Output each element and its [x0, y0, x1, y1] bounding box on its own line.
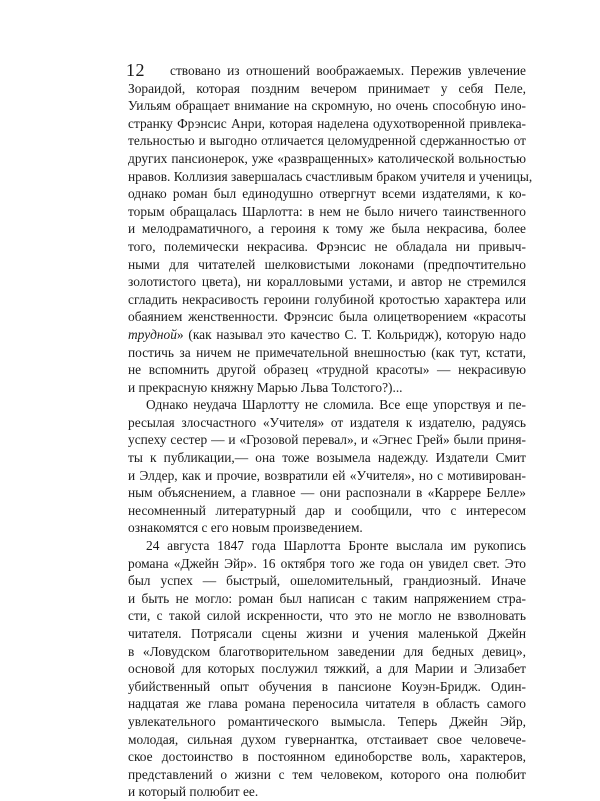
text-line: и мелодраматичного, а героиня к тому же была некрасива, более — [128, 221, 526, 237]
text-line: тельностью и выгодно отличается целомудренной сдержанностью от — [128, 133, 526, 149]
text-line: трудной» (как называл это качество С. Т. Кольридж), которую надо — [128, 326, 526, 342]
text-line: однако роман был единодушно отвергнут всеми издателями, к ко- — [128, 186, 526, 202]
text-line: Зораидой, которая поздним вечером принимает у себя Пеле, — [128, 80, 526, 96]
text-line: убийственный опыт обучения в пансионе Коуэн-Бридж. Один- — [128, 678, 526, 694]
text-line: и быть не могло: роман был написан с таким напряжением стра- — [128, 590, 526, 606]
text-line: ствовано из отношений воображаемых. Пережив увлечение — [170, 63, 526, 78]
text-line: надцатая же глава романа переносила читателя в область самого — [128, 696, 526, 712]
text-line: несомненный литературный дар и сообщили, что с интересом — [128, 502, 526, 518]
text-line: молодая, сильная духом гувернантка, отстаивает свое человече- — [128, 731, 526, 747]
text-line: ты к публикации,— она тоже возымела надежду. Издатели Смит — [128, 450, 526, 466]
body-text — [128, 62, 533, 801]
text-line: того, полемически некрасива. Фрэнсис не обладала ни привыч- — [128, 238, 526, 254]
text-line: ознакомятся с его новым произведением. — [128, 520, 363, 536]
text-line: странку Фрэнсис Анри, которая наделена одухотворенной привлека- — [128, 115, 526, 131]
text-line: был успех — быстрый, ошеломительный, грандиозный. Иначе — [128, 573, 526, 589]
text-line: и прекрасную княжну Марью Льва Толстого?)... — [128, 379, 403, 395]
text-line: постичь за ничем не примечательной внешностью (как тут, кстати, — [128, 344, 526, 360]
text-line: торым обращалась Шарлотта: в нем не было ничего таинственного — [128, 203, 526, 219]
text-line: увлекательного романтического вымысла. Теперь Джейн Эйр, — [128, 713, 526, 729]
text-line: успеху сестер — и «Грозовой перевал», и «Эгнес Грей» были приня- — [128, 432, 526, 448]
text-line: обаянием женственности. Фрэнсис была олицетворением «красоты — [128, 309, 526, 325]
page-number: 12 — [126, 60, 145, 80]
text-line: ресылая злосчастного «Учителя» от издателя к издателю, радуясь — [128, 414, 526, 430]
text-line: ными для читателей шелковистыми локонами (предпочтительно — [128, 256, 526, 272]
italic-word: трудной — [128, 326, 177, 342]
text-line: Однако неудача Шарлотту не сломила. Все еще упорствуя и пе- — [146, 397, 526, 413]
paragraph — [128, 62, 533, 396]
text-line: ным объяснением, а главное — они распознали в «Каррере Белле» — [128, 485, 526, 501]
text-line: не вспомнить другой образец «трудной красоты» — некрасивую — [128, 362, 526, 378]
text-line: романа «Джейн Эйр». 16 октября того же года он увидел свет. Это — [128, 555, 526, 571]
text-line: и который полюбит ее. — [128, 784, 259, 800]
text-line: представлений о жизни с тем человеком, которого она полюбит — [128, 766, 526, 782]
text-line: и Элдер, как и прочие, возвратили ей «Учителя», но с мотивирован- — [128, 467, 526, 483]
text-line: сти, с такой силой искренности, что это не могло не взволновать — [128, 608, 526, 624]
paragraph — [128, 396, 526, 537]
text-line: сгладить некрасивость героини голубиной кротостью характера или — [128, 291, 526, 307]
text-line: 24 августа 1847 года Шарлотта Бронте выслала им рукопись — [146, 538, 526, 554]
text-line: ское достоинство в постоянном единоборстве воль, характеров, — [128, 749, 526, 765]
paragraph — [128, 537, 526, 801]
text-line: нравов. Коллизия завершалась счастливым браком учителя и ученицы, — [128, 168, 533, 184]
text-line: других пансионерок, уже «развращенных» католической вольностью — [128, 150, 526, 166]
text-line: Уильям обращает внимание на скромную, но очень способную ино- — [128, 98, 526, 114]
text-line: читателя. Потрясали сцены жизни и учения маленькой Джейн — [128, 626, 526, 641]
text-line: основой для которых послужил тяжкий, а для Марии и Элизабет — [128, 661, 526, 677]
text-line: золотистого цвета), ни коралловыми устами, и автор не стремился — [128, 274, 526, 290]
text-line: в «Ловудском благотворительном заведении для бедных девиц», — [128, 643, 526, 659]
